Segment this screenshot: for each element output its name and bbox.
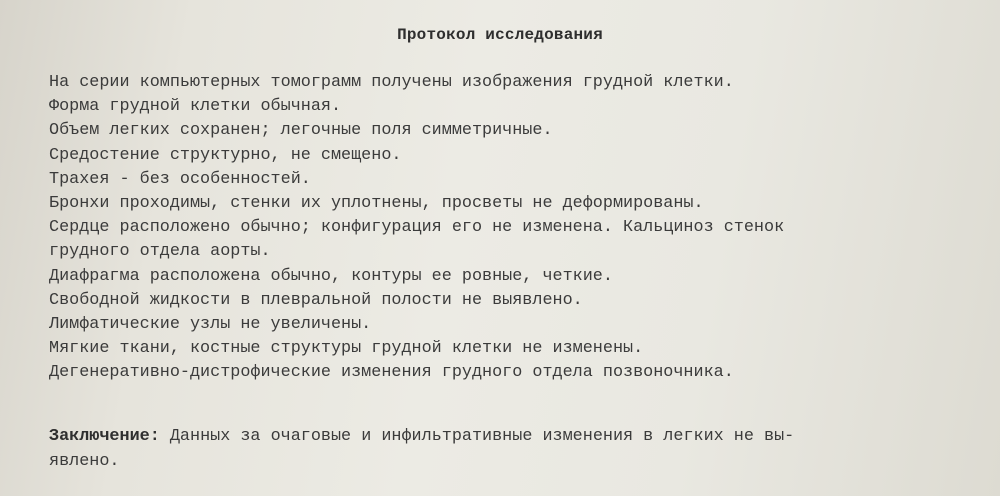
finding-line: Сердце расположено обычно; конфигурация его не изменена. Кальциноз стенок [49, 218, 785, 238]
finding-line: На серии компьютерных томограмм получены изображения грудной клетки. [49, 73, 734, 92]
finding-line: Мягкие ткани, костные структуры грудной клетки не изменены. [49, 339, 644, 359]
conclusion-line-1 [49, 425, 794, 450]
finding-line: Диафрагма расположена обычно, контуры ее ровные, четкие. [49, 266, 613, 286]
finding-line: грудного отдела аорты. [49, 242, 271, 262]
conclusion-label: Заключение: [49, 427, 160, 446]
document-title: Протокол исследования [397, 26, 603, 44]
finding-line: Бронхи проходимы, стенки их уплотнены, просветы не деформированы. [49, 193, 704, 213]
conclusion-line-2: явлено. [49, 451, 120, 471]
finding-line: Дегенеративно-дистрофические изменения грудного отдела позвоночника. [49, 363, 734, 383]
finding-line: Средостение структурно, не смещено. [49, 145, 402, 165]
finding-line: Объем легких сохранен; легочные поля симметричные. [49, 121, 553, 141]
finding-line: Трахея - без особенностей. [49, 169, 311, 189]
finding-line: Форма грудной клетки обычная. [49, 97, 342, 117]
finding-line: Свободной жидкости в плевральной полости не выявлено. [49, 290, 583, 310]
conclusion-section [49, 425, 794, 474]
finding-line: Лимфатические узлы не увеличены. [49, 314, 372, 334]
conclusion-text: Данных за очаговые и инфильтративные изменения в легких не вы- [169, 427, 795, 446]
findings-list [49, 71, 784, 385]
